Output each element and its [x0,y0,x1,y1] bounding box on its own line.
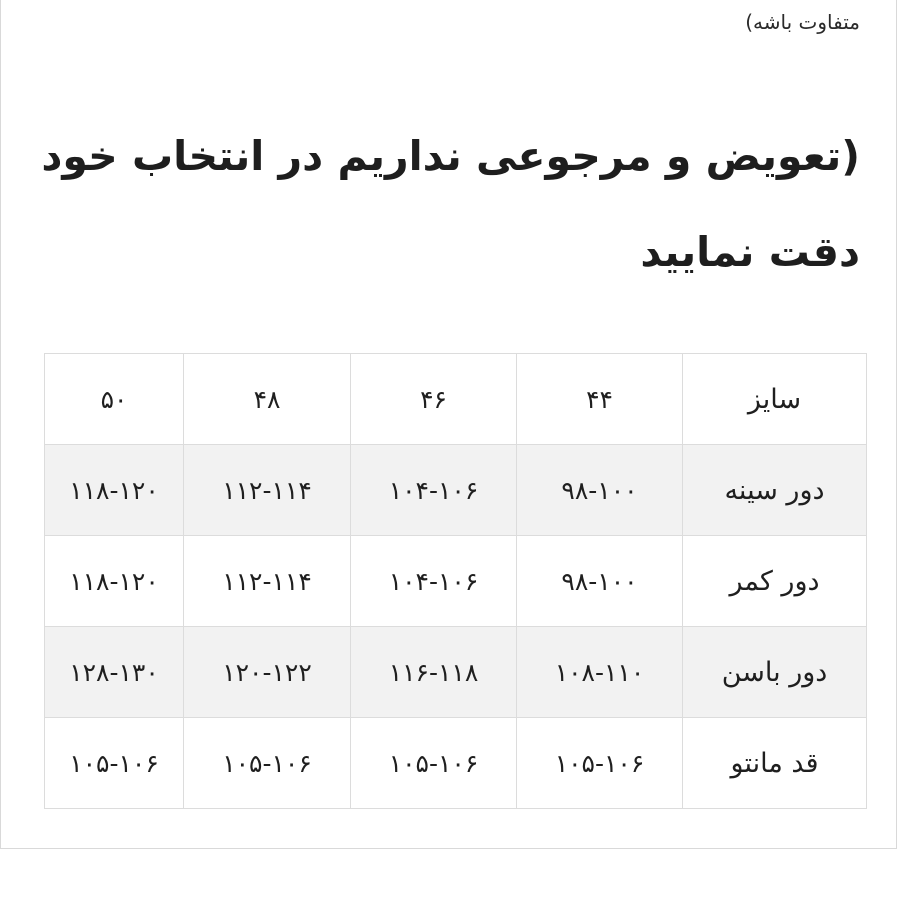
table-header-row [45,354,867,445]
table-cell: ۹۸-۱۰۰ [517,536,683,627]
table-row [45,627,867,718]
table-cell: ۱۰۵-۱۰۶ [517,718,683,809]
header-cell: ۴۶ [351,354,517,445]
header-cell: ۵۰ [45,354,184,445]
table-cell: ۱۱۲-۱۱۴ [184,445,351,536]
table-cell: ۱۱۲-۱۱۴ [184,536,351,627]
header-cell: ۴۸ [184,354,351,445]
header-cell: ۴۴ [517,354,683,445]
row-label-length: قد مانتو [683,718,867,809]
row-label-waist: دور کمر [683,536,867,627]
table-cell: ۱۰۵-۱۰۶ [184,718,351,809]
table-cell: ۱۰۸-۱۱۰ [517,627,683,718]
table-cell: ۹۸-۱۰۰ [517,445,683,536]
table-row [45,445,867,536]
table-cell: ۱۱۸-۱۲۰ [45,536,184,627]
size-note-text: متفاوت باشه) [745,10,860,34]
header-cell-size: سایز [683,354,867,445]
table-cell: ۱۰۵-۱۰۶ [45,718,184,809]
table-cell: ۱۲۸-۱۳۰ [45,627,184,718]
table-row [45,536,867,627]
table-cell: ۱۰۴-۱۰۶ [351,445,517,536]
no-return-heading: (تعویض و مرجوعی نداریم در انتخاب خود دقت نمایید [41,132,860,276]
table-row [45,718,867,809]
row-label-chest: دور سینه [683,445,867,536]
table-cell: ۱۱۶-۱۱۸ [351,627,517,718]
table-cell: ۱۰۵-۱۰۶ [351,718,517,809]
table-cell: ۱۲۰-۱۲۲ [184,627,351,718]
table-cell: ۱۰۴-۱۰۶ [351,536,517,627]
row-label-hip: دور باسن [683,627,867,718]
size-chart-table [44,353,867,809]
table-cell: ۱۱۸-۱۲۰ [45,445,184,536]
